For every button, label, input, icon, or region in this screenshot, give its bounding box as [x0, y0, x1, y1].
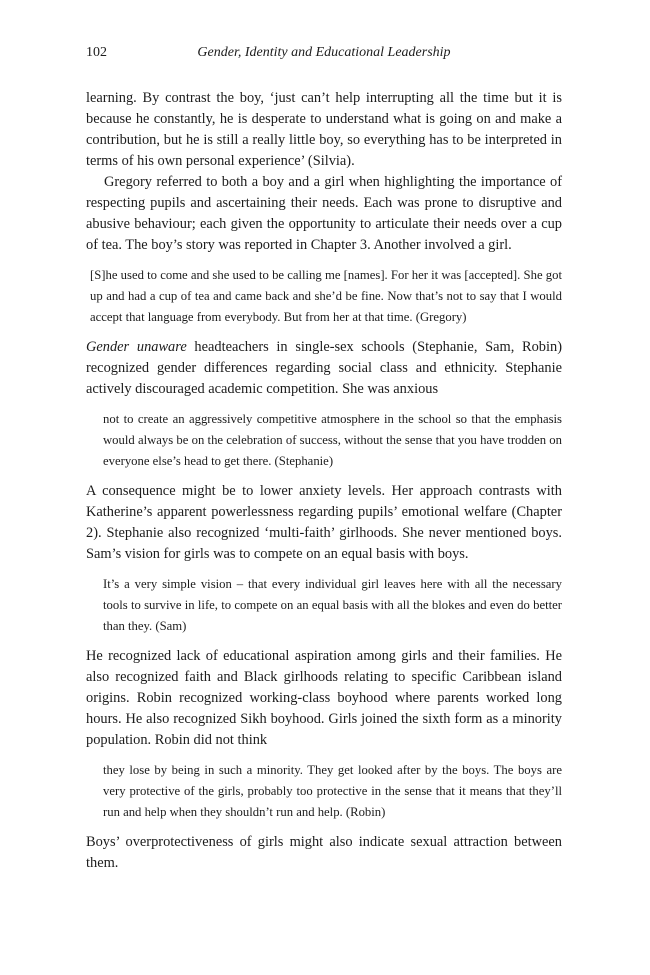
- block-quote-gregory: [S]he used to come and she used to be calling me [names]. For her it was [accepted]. She got up and had a cup of tea and came back and she’d be fine. Now that’s not to say that I would accept that language from everybody. But from her at that time. (Gregory): [90, 268, 562, 324]
- page-number: 102: [86, 45, 107, 60]
- emphasis-gender-unaware: Gender unaware: [86, 339, 187, 355]
- page-header: [86, 45, 562, 65]
- body-paragraph-2: Gregory referred to both a boy and a girl when highlighting the importance of respecting pupils and ascertaining their needs. Each was prone to disruptive and abusive behaviour; each given the opportunity to articulate their needs over a cup of tea. The boy’s story was reported in Chapter 3. Another involved a girl.: [86, 174, 562, 253]
- block-quote-robin: they lose by being in such a minority. They get looked after by the boys. The boys are very protective of the girls, probably too protective in the sense that it means that they’ll run and help when they shouldn’t run and help. (Robin): [103, 763, 562, 819]
- body-paragraph-4: A consequence might be to lower anxiety levels. Her approach contrasts with Katherine’s apparent powerlessness regarding pupils’ emotional welfare (Chapter 2). Stephanie also recognized ‘multi-faith’ girlhoods. She never mentioned boys. Sam’s vision for girls was to compete on an equal basis with boys.: [86, 483, 562, 562]
- block-quote-sam: It’s a very simple vision – that every individual girl leaves here with all the necessary tools to survive in life, to compete on an equal basis with all the blokes and even do better than they. (Sam): [103, 577, 562, 633]
- page-body: [86, 88, 562, 874]
- running-title: Gender, Identity and Educational Leadership: [197, 45, 451, 60]
- body-paragraph-6: Boys’ overprotectiveness of girls might also indicate sexual attraction between them.: [86, 834, 562, 871]
- body-paragraph-3: [86, 337, 562, 400]
- body-paragraph-3-text: headteachers in single-sex schools (Stephanie, Sam, Robin) recognized gender differences regarding social class and ethnicity. Stephanie actively discouraged academic competition. She was anxious: [86, 339, 562, 397]
- block-quote-stephanie: not to create an aggressively competitive atmosphere in the school so that the emphasis would always be on the celebration of success, without the sense that you have trodden on everyone else’s head to get there. (Stephanie): [103, 412, 562, 468]
- body-paragraph-5: He recognized lack of educational aspiration among girls and their families. He also recognized faith and Black girlhoods relating to specific Caribbean island origins. Robin recognized working-class boyhood where parents worked long hours. He also recognized Sikh boyhood. Girls joined the sixth form as a minority population. Robin did not think: [86, 648, 562, 748]
- body-paragraph-1: learning. By contrast the boy, ‘just can’t help interrupting all the time but it is because he constantly, he is desperate to understand what is going on and make a contribution, but he is still a really little boy, so everything has to be interpreted in terms of his own personal experience’ (Silvia).: [86, 90, 562, 169]
